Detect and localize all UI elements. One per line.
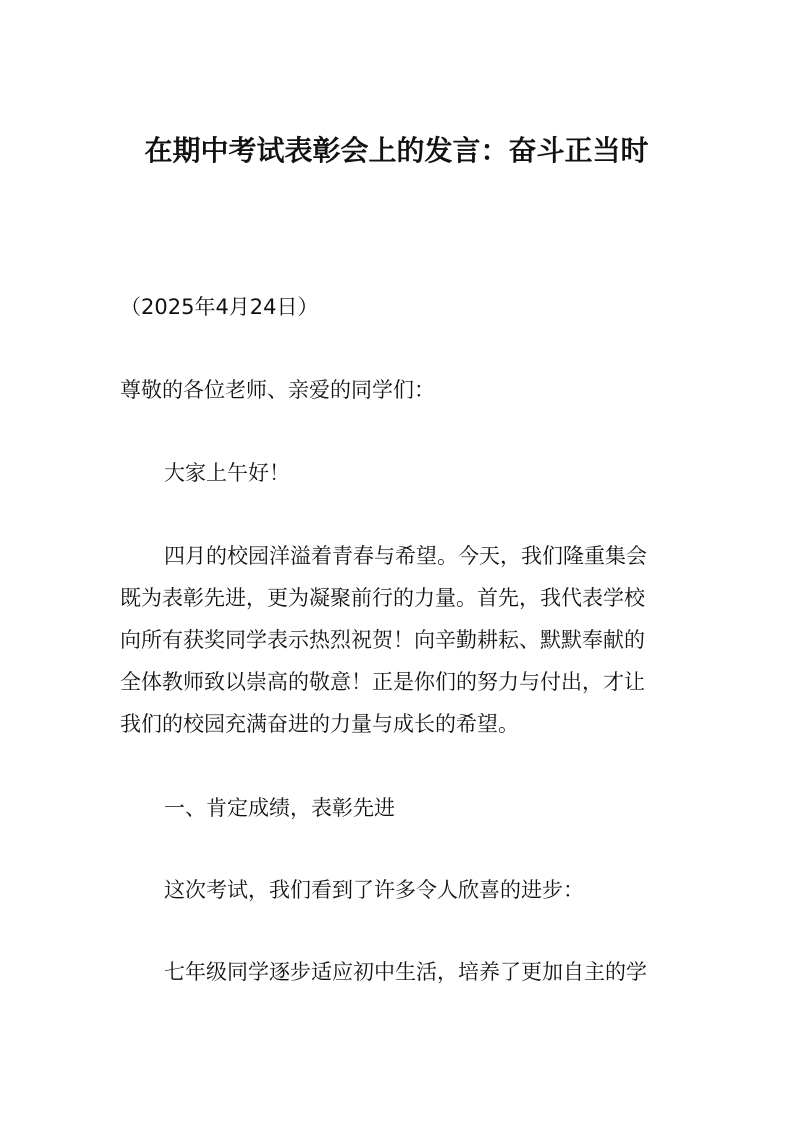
section-heading: [120, 787, 680, 829]
paragraph-line: 我们的校园充满奋进的力量与成长的希望。: [120, 712, 519, 736]
paragraph-opening: [120, 535, 680, 745]
paragraph-line: 向所有获奖同学表示热烈祝贺！向辛勤耕耘、默默奉献的: [120, 628, 645, 652]
paragraph-line: 全体教师致以崇高的敬意！正是你们的努力与付出，才让: [120, 670, 645, 694]
paragraph-grade7: [120, 951, 680, 993]
paragraph-line: 七年级同学逐步适应初中生活，培养了更加自主的学: [164, 960, 647, 984]
document-title: 在期中考试表彰会上的发言：奋斗正当时: [144, 134, 649, 167]
paragraph-line: 这次考试，我们看到了许多令人欣喜的进步：: [164, 878, 584, 902]
section-heading-text: 一、肯定成绩，表彰先进: [164, 796, 395, 820]
paragraph-line: 既为表彰先进，更为凝聚前行的力量。首先，我代表学校: [120, 586, 645, 610]
salutation: 尊敬的各位老师、亲爱的同学们：: [120, 378, 435, 402]
greeting: [120, 452, 680, 494]
paragraph-progress: [120, 869, 680, 911]
date-line: （2025年4月24日）: [120, 295, 319, 319]
paragraph-line: 四月的校园洋溢着青春与希望。今天，我们隆重集会: [164, 544, 647, 568]
greeting-text: 大家上午好！: [164, 461, 290, 485]
